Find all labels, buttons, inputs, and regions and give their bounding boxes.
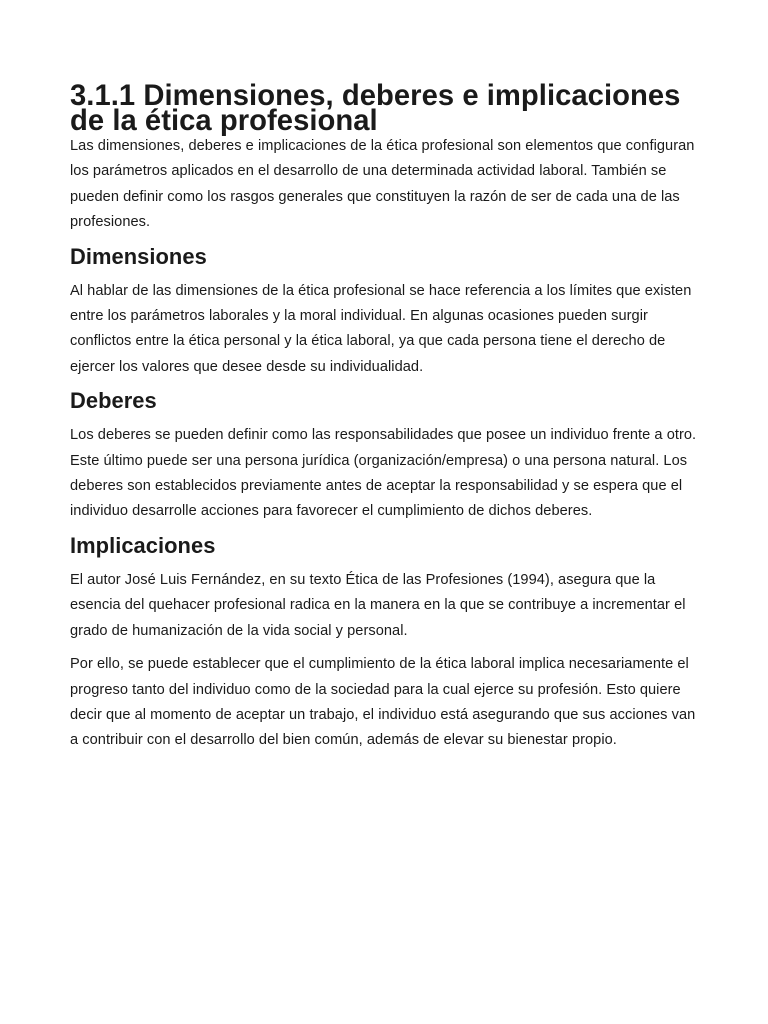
document-body <box>70 80 706 754</box>
deberes-paragraph: Los deberes se pueden definir como las responsabilidades que posee un individuo frente a otro. Este último puede ser una persona jurídica (organización/empresa) o una persona natural. Los deberes son establecidos previamente antes de aceptar la responsabilidad y se espera que el individuo desarrolle acciones para favorecer el cumplimiento de dichos deberes. <box>70 427 697 520</box>
implicaciones-paragraph-2: Por ello, se puede establecer que el cumplimiento de la ética laboral implica necesariamente el progreso tanto del individuo como de la sociedad para la cual ejerce su profesión. Esto quiere decir que al momento de aceptar un trabajo, el individuo está asegurando que sus acciones van a contribuir con el desarrollo del bien común, además de elevar su bienestar propio. <box>70 656 696 749</box>
section-title: 3.1.1 Dimensiones, deberes e implicaciones de la ética profesional <box>70 80 681 137</box>
implicaciones-heading: Implicaciones <box>70 532 216 558</box>
deberes-heading: Deberes <box>70 388 157 414</box>
intro-paragraph: Las dimensiones, deberes e implicaciones de la ética profesional son elementos que configuran los parámetros aplicados en el desarrollo de una determinada actividad laboral. También se pueden definir como los rasgos generales que constituyen la razón de ser de cada una de las profesiones. <box>70 138 695 231</box>
implicaciones-paragraph-1: El autor José Luis Fernández, en su texto Ética de las Profesiones (1994), asegura que la esencia del quehacer profesional radica en la manera en la que se contribuye a incrementar el grado de humanización de la vida social y personal. <box>70 571 686 639</box>
dimensiones-paragraph: Al hablar de las dimensiones de la ética profesional se hace referencia a los límites que existen entre los parámetros laborales y la moral individual. En algunas ocasiones pueden surgir conflictos entre la ética personal y la ética laboral, ya que cada persona tiene el derecho de ejercer los valores que desee desde su individualidad. <box>70 282 692 375</box>
dimensiones-heading: Dimensiones <box>70 243 207 269</box>
